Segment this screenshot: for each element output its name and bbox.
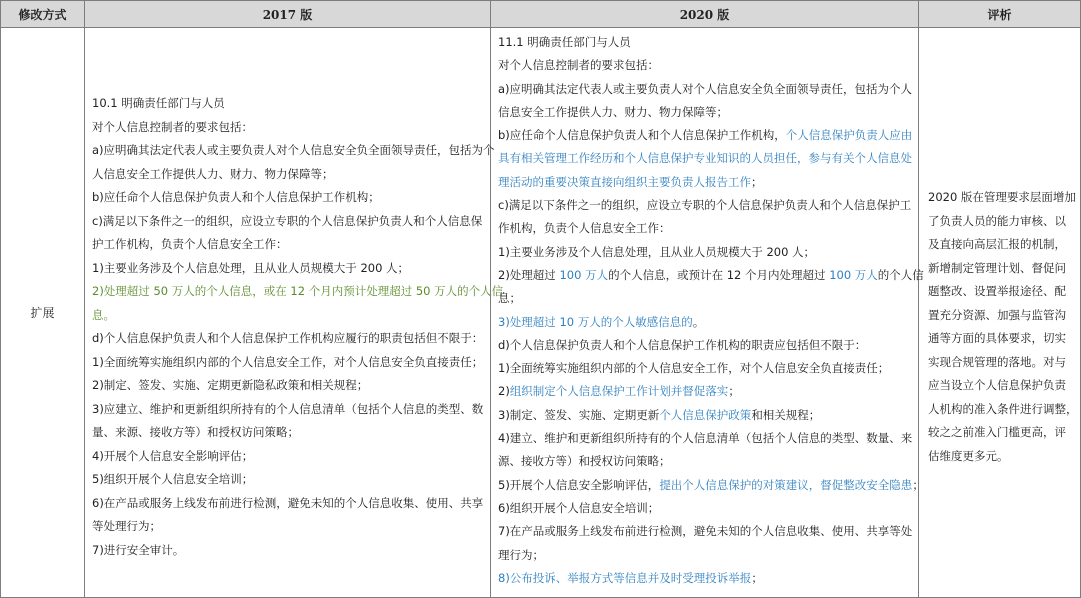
text-line bbox=[498, 334, 913, 357]
text-segment: 2)处理超过 50 万人的个人信息，或在 12 个月内预计处理超过 50 万人的个人信 bbox=[92, 284, 504, 298]
text-line bbox=[498, 287, 913, 310]
text-segment: 的个人信息，或预计在 12 个月内处理超过 bbox=[608, 267, 830, 282]
text-line bbox=[92, 445, 485, 469]
text-segment: 理活动的重要决策直接向组织主要负责人报告工作 bbox=[498, 174, 751, 189]
text-line bbox=[92, 186, 485, 210]
text-line bbox=[498, 194, 913, 217]
comment-line: 估维度更多元。 bbox=[928, 448, 1009, 463]
text-segment: 5)开展个人信息安全影响评估， bbox=[498, 477, 660, 492]
text-segment: 人信息安全工作提供人力、财力、物力保障等； bbox=[92, 166, 334, 181]
comment-cell bbox=[919, 28, 1081, 598]
method-cell: 扩展 bbox=[1, 28, 85, 598]
text-segment: 的个人信 bbox=[877, 267, 924, 282]
text-line bbox=[92, 116, 485, 140]
text-segment: 个人信息保护负责人应由 bbox=[785, 128, 913, 143]
comment-line: 题整改、设置举报途径、配 bbox=[928, 284, 1066, 298]
comment-line: 实现合规管理的落地。对与 bbox=[928, 354, 1066, 369]
text-line bbox=[92, 257, 485, 281]
text-line bbox=[92, 139, 495, 163]
text-2020 bbox=[498, 31, 924, 590]
text-segment: 信息安全工作提供人力、财力、物力保障等； bbox=[498, 104, 728, 119]
comment-line: 人机构的准入条件进行调整， bbox=[928, 401, 1078, 416]
text-line bbox=[92, 304, 485, 328]
text-segment: 和相关规程； bbox=[751, 407, 821, 422]
text-line bbox=[498, 217, 913, 240]
text-line bbox=[498, 311, 913, 334]
text-segment: a)应明确其法定代表人或主要负责人对个人信息安全负全面领导责任，包括为个 bbox=[92, 143, 495, 157]
text-line bbox=[498, 357, 913, 380]
cell-2020 bbox=[491, 28, 924, 598]
text-line bbox=[92, 492, 485, 516]
text-segment: b)应任命个人信息保护负责人和个人信息保护工作机构； bbox=[92, 190, 380, 204]
text-segment: 护工作机构，负责个人信息安全工作： bbox=[92, 237, 288, 251]
comment-line: 及直接向高层汇报的机制， bbox=[928, 237, 1066, 251]
text-line bbox=[498, 124, 913, 147]
content-row bbox=[1, 28, 1081, 598]
comment-line: 应当设立个人信息保护负责 bbox=[928, 378, 1066, 392]
text-segment: 组织制定个人信息保护工作计划并督促落实 bbox=[509, 384, 729, 399]
text-line bbox=[92, 398, 485, 422]
text-line bbox=[498, 544, 913, 567]
text-segment: 提出个人信息保护的对策建议，督促整改安全隐患 bbox=[659, 477, 913, 492]
text-segment: 3)制定、签发、实施、定期更新 bbox=[498, 407, 660, 422]
text-line bbox=[498, 427, 913, 450]
text-segment: 2)处理超过 bbox=[498, 267, 560, 282]
text-segment: 息； bbox=[498, 291, 521, 306]
text-segment: 1)全面统筹实施组织内部的个人信息安全工作，对个人信息安全负直接责任； bbox=[92, 354, 484, 369]
text-segment: 7)在产品或服务上线发布前进行检测，避免未知的个人信息收集、使用、共享等处 bbox=[498, 524, 913, 539]
text-line bbox=[92, 468, 485, 492]
text-segment: 对个人信息控制者的要求包括： bbox=[92, 119, 253, 134]
comment-line: 2020 版在管理要求层面增加 bbox=[928, 190, 1076, 204]
text-segment: 息。 bbox=[92, 307, 115, 322]
text-line bbox=[498, 78, 913, 101]
text-line bbox=[92, 233, 485, 257]
text-segment: 理行为； bbox=[498, 547, 544, 562]
text-segment: 10.1 明确责任部门与人员 bbox=[92, 96, 225, 110]
text-segment: 1)主要业务涉及个人信息处理，且从业人员规模大于 200 人； bbox=[498, 244, 816, 259]
text-segment: 量、来源、接收方等）和授权访问策略； bbox=[92, 425, 299, 439]
text-line bbox=[498, 264, 924, 287]
text-line bbox=[92, 92, 485, 116]
text-segment: b)应任命个人信息保护负责人和个人信息保护工作机构， bbox=[498, 128, 786, 143]
text-line bbox=[498, 54, 913, 77]
text-line bbox=[498, 101, 913, 124]
header-row bbox=[1, 1, 1081, 28]
header-comment: 评析 bbox=[919, 1, 1081, 28]
text-segment: d)个人信息保护负责人和个人信息保护工作机构的职责应包括但不限于： bbox=[498, 337, 867, 352]
comment-line: 置充分资源、加强与监管沟 bbox=[928, 307, 1066, 322]
text-segment: 2)制定、签发、实施、定期更新隐私政策和相关规程； bbox=[92, 378, 369, 392]
text-segment: 8)公布投诉、举报方式等信息并及时受理投诉举报 bbox=[498, 570, 752, 585]
text-segment: 等处理行为； bbox=[92, 519, 161, 533]
text-segment: 1)全面统筹实施组织内部的个人信息安全工作，对个人信息安全负直接责任； bbox=[498, 361, 890, 376]
comment-line: 了负责人员的能力审核、以 bbox=[928, 213, 1066, 228]
header-2020: 2020 版 bbox=[491, 1, 919, 28]
text-line bbox=[92, 327, 485, 351]
text-line bbox=[498, 474, 924, 497]
text-line bbox=[92, 539, 485, 563]
text-segment: 。 bbox=[692, 314, 705, 329]
text-line bbox=[498, 404, 913, 427]
text-segment: a)应明确其法定代表人或主要负责人对个人信息安全负全面领导责任，包括为个人 bbox=[498, 81, 913, 96]
comment-line: 通等方面的具体要求，切实 bbox=[928, 331, 1066, 345]
text-line bbox=[498, 147, 913, 170]
text-segment: 4)建立、维护和更新组织所持有的个人信息清单（包括个人信息的类型、数量、来 bbox=[498, 431, 913, 446]
comment-line: 新增制定管理计划、督促问 bbox=[928, 260, 1066, 275]
text-line bbox=[498, 380, 913, 403]
text-line bbox=[498, 31, 913, 54]
text-segment: 源、接收方等）和授权访问策略； bbox=[498, 454, 671, 469]
text-segment: ； bbox=[912, 477, 924, 492]
text-segment: 1)主要业务涉及个人信息处理，且从业人员规模大于 200 人； bbox=[92, 260, 410, 275]
text-segment: ； bbox=[751, 174, 763, 189]
text-line bbox=[92, 163, 485, 187]
text-segment: d)个人信息保护负责人和个人信息保护工作机构应履行的职责包括但不限于： bbox=[92, 331, 484, 345]
comment-text bbox=[928, 186, 1078, 468]
text-segment: 具有相关管理工作经历和个人信息保护专业知识的人员担任，参与有关个人信息处 bbox=[498, 151, 912, 166]
text-line bbox=[92, 351, 485, 375]
text-segment: 个人信息保护政策 bbox=[659, 407, 752, 422]
text-segment: 3)应建立、维护和更新组织所持有的个人信息清单（包括个人信息的类型、数 bbox=[92, 401, 484, 416]
text-line bbox=[498, 241, 913, 264]
cell-2017 bbox=[85, 28, 504, 598]
text-line bbox=[498, 520, 913, 543]
text-segment: 11.1 明确责任部门与人员 bbox=[498, 35, 631, 49]
text-segment: 2) bbox=[498, 384, 510, 399]
text-segment: 6)在产品或服务上线发布前进行检测，避免未知的个人信息收集、使用、共享 bbox=[92, 495, 484, 510]
text-line bbox=[498, 450, 913, 473]
text-segment: ； bbox=[751, 570, 763, 585]
text-line bbox=[498, 497, 913, 520]
text-line bbox=[92, 374, 485, 398]
text-line bbox=[498, 171, 913, 194]
text-segment: c)满足以下条件之一的组织，应设立专职的个人信息保护负责人和个人信息保护工 bbox=[498, 198, 912, 213]
text-segment: 3)处理超过 10 万人的个人敏感信息的 bbox=[498, 314, 693, 329]
text-segment: 7)进行安全审计。 bbox=[92, 542, 185, 557]
header-method: 修改方式 bbox=[1, 1, 85, 28]
text-line bbox=[92, 210, 485, 234]
text-line bbox=[92, 280, 504, 304]
text-segment: 100 万人 bbox=[829, 267, 878, 282]
text-line bbox=[92, 421, 485, 445]
text-segment: 6)组织开展个人信息安全培训； bbox=[498, 500, 660, 515]
text-2017 bbox=[92, 92, 504, 562]
text-line bbox=[498, 567, 913, 590]
header-2017: 2017 版 bbox=[85, 1, 491, 28]
comment-line: 较之之前准入门槛更高，评 bbox=[928, 425, 1066, 439]
text-line bbox=[92, 515, 485, 539]
text-segment: 作机构，负责个人信息安全工作： bbox=[498, 221, 671, 236]
text-segment: 5)组织开展个人信息安全培训； bbox=[92, 472, 254, 486]
text-segment: 4)开展个人信息安全影响评估； bbox=[92, 448, 254, 463]
text-segment: ； bbox=[728, 384, 740, 399]
text-segment: c)满足以下条件之一的组织，应设立专职的个人信息保护负责人和个人信息保 bbox=[92, 213, 483, 228]
text-segment: 对个人信息控制者的要求包括： bbox=[498, 58, 659, 73]
text-segment: 100 万人 bbox=[559, 267, 609, 282]
